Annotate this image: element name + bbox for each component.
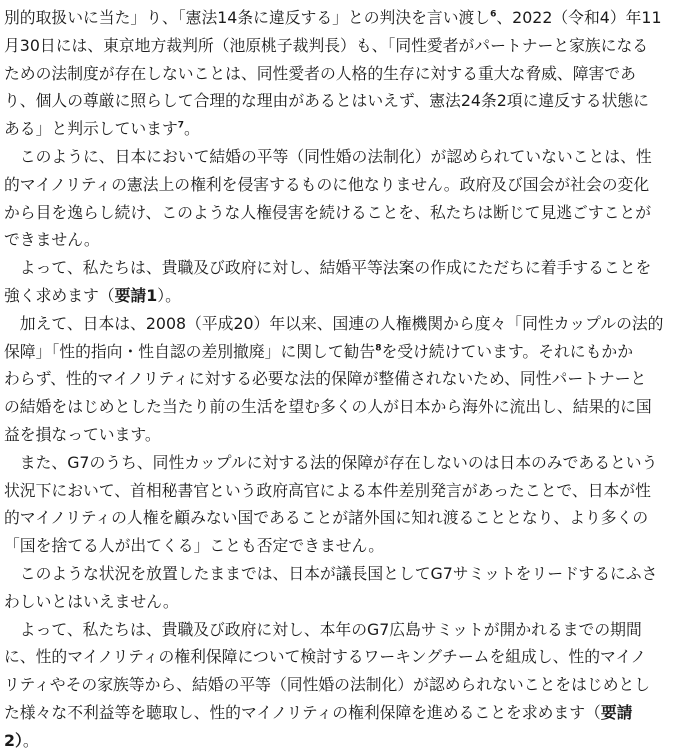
text-segment: 別的取扱いに当た」り、「憲法14条に違反する」との判決を言い渡し <box>4 8 491 27</box>
text-segment: よって、私たちは、貴職及び政府に対し、結婚平等法案の作成にただちに着手することを <box>4 258 652 278</box>
text-line <box>4 32 669 60</box>
document-body <box>4 4 669 755</box>
footnote-ref: 7 <box>177 120 185 131</box>
text-segment: ある」と判示しています <box>4 119 178 139</box>
footnote-ref: 8 <box>375 343 382 354</box>
text-line <box>4 699 669 727</box>
text-segment: 。 <box>184 119 200 139</box>
text-segment: 。 <box>22 730 39 750</box>
text-line <box>4 365 669 393</box>
text-segment: 加えて、日本は、2008（平成20）年以来、国連の人権機関から度々「同性カップルの法的 <box>4 313 664 333</box>
text-segment: わらず、性的マイノリティに対する必要な法的保障が整備されないため、同性パートナーと <box>4 369 647 389</box>
text-segment: 保障」「性的指向・性自認の差別撤廃」に関して勧告 <box>4 341 376 361</box>
bold-text: 要請1 <box>114 285 158 305</box>
text-line <box>4 310 669 338</box>
text-segment: また、G7のうち、同性カップルに対する法的保障が存在しないのは日本のみであるという <box>4 452 658 472</box>
text-segment: を受け続けています。それにもかか <box>381 341 633 361</box>
text-line <box>4 671 669 699</box>
bold-text: 2） <box>4 730 23 750</box>
text-line <box>4 87 669 115</box>
text-segment: 「国を捨てる人が出てくる」ことも否定できません。 <box>4 536 385 556</box>
text-segment: わしいとはいえません。 <box>4 591 179 611</box>
text-line <box>4 226 669 254</box>
text-line <box>4 477 669 505</box>
text-segment: ）。 <box>157 285 181 305</box>
text-segment: 強く求めます（ <box>4 285 115 305</box>
text-segment: 月30日には、東京地方裁判所（池原桃子裁判長）も、「同性愛者がパートナーと家族になる <box>4 35 649 55</box>
text-line <box>4 338 669 366</box>
text-line <box>4 4 669 32</box>
text-segment: の結婚をはじめとした当たり前の生活を望む多くの人が日本から海外に流出し、結果的に国 <box>4 397 652 417</box>
text-line <box>4 643 669 671</box>
text-segment: た様々な不利益等を聴取し、性的マイノリティの権利保障を進めることを求めます（ <box>4 702 601 722</box>
text-segment: 的マイノリティの人権を顧みない国であることが諸外国に知れ渡ることとなり、より多くの <box>4 508 649 528</box>
text-line <box>4 282 669 310</box>
text-segment: 益を損なっています。 <box>4 424 161 444</box>
text-line <box>4 199 669 227</box>
text-segment: 状況下において、首相秘書官という政府高官による本件差別発言があったことで、日本が性 <box>4 480 651 500</box>
footnote-ref: 6 <box>490 9 497 20</box>
text-segment: ための法制度が存在しないことは、同性愛者の人格的生存に対する重大な脅威、障害であ <box>4 63 636 83</box>
text-segment: り、個人の尊厳に照らして合理的な理由があるとはいえず、憲法24条2項に違反する状態に <box>4 91 649 111</box>
text-segment: できません。 <box>4 230 100 250</box>
text-line <box>4 532 669 560</box>
text-line <box>4 115 669 143</box>
text-line <box>4 171 669 199</box>
bold-text: 要請 <box>600 702 633 722</box>
text-line <box>4 421 669 449</box>
text-line <box>4 727 669 755</box>
text-line <box>4 504 669 532</box>
text-line <box>4 449 669 477</box>
text-segment: よって、私たちは、貴職及び政府に対し、本年のG7広島サミットが開かれるまでの期間 <box>4 619 642 639</box>
text-segment: このように、日本において結婚の平等（同性婚の法制化）が認められていないことは、性 <box>4 146 652 166</box>
text-segment: リティやその家族等から、結婚の平等（同性婚の法制化）が認められないことをはじめとし <box>4 675 651 695</box>
text-line <box>4 143 669 171</box>
text-line <box>4 560 669 588</box>
text-segment: から目を逸らし続け、このような人権侵害を続けることを、私たちは断じて見逃ごすことが <box>4 202 652 222</box>
text-line <box>4 393 669 421</box>
text-segment: に、性的マイノリティの権利保障について検討するワーキングチームを組成し、性的マイノ <box>4 647 647 667</box>
text-line <box>4 60 669 88</box>
text-line <box>4 254 669 282</box>
text-line <box>4 616 669 644</box>
text-segment: このような状況を放置したままでは、日本が議長国としてG7サミットをリードするにふさ <box>4 563 658 583</box>
text-line <box>4 588 669 616</box>
text-segment: 、2022（令和4）年11 <box>496 8 662 27</box>
text-segment: 的マイノリティの憲法上の権利を侵害するものに他なりません。政府及び国会が社会の変化 <box>4 174 650 194</box>
